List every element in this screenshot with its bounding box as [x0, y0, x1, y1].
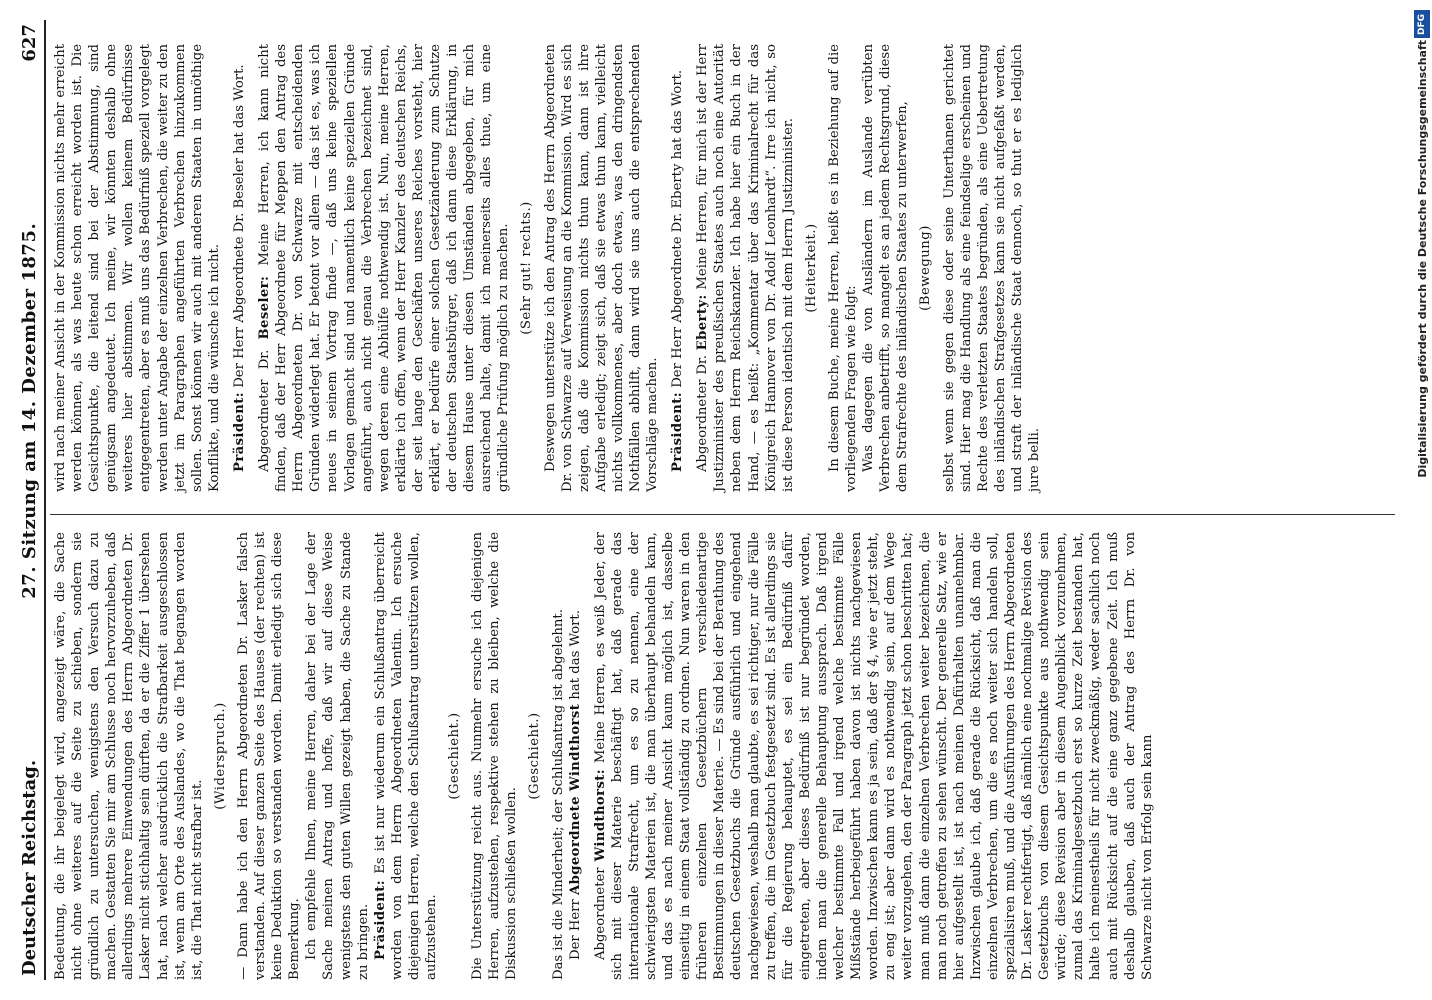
- text: Abgeordneter Dr.: [257, 349, 273, 472]
- header-session: 27. Sitzung am 14. Dezember 1875.: [19, 222, 40, 599]
- paragraph: Das ist die Minderheit; der Schlußantrag ist abgelehnt.: [550, 609, 566, 980]
- speech-text: Meine Herren, für mich ist der Herr Justizminister des preußischen Staates auch noch eine Autorität neben dem Herrn Reichskanzler. Ich habe hier ein Buch in der Hand, — es heißt: „Kommentar über das Kriminalrecht für das Königreich Hannover von Dr. Adolf Leonhardt“. Irre ich nicht, so ist diese Person identisch mit dem Herrn Justizminister.: [695, 44, 796, 492]
- speech-text: Meine Herren, es weiß Jeder, der sich mit dieser Materie beschäftigt hat, daß gerade das internationale Strafrecht, um es so zu nennen, eine der schwierigsten Materien ist, die man überhaupt behandeln kann, und das es nach meiner Ansicht kaum möglich ist, dasselbe einseitig in einem Staat vollständig zu ordnen. Nun waren in den früheren einzelnen Gesetzbüchern verschiedenartige Bestimmungen in dieser Materie. — Es sind bei der Berathung des deutschen Gesetzbuchs die Gründe ausführlich und eingehend nachgewiesen, weshalb man glaubte, es sei richtiger, nur die Fälle zu treffen, die im Gesetzbuch festgesetzt sind. Es ist allerdings sie für die Regierung behauptet, es sei ein Bedürfniß dafür eingetreten, aber dieses Bedürfniß ist nur begründet worden, indem man die generelle Behauptung aussprach. Daß irgend welcher bestimmte Fall und irgend welche bestimmte Fälle Mißstände herbeigeführt haben davon ist nichts nachgewiesen worden. Inzwischen kann es ja sein, daß der § 4, wie er jetzt steht, zu eng ist; aber dann wird es nothwendig sein, auf dem Wege weiter vorzugehen, den der Paragraph jetzt schon beschritten hat; man muß dann die einzelnen Verbrechen weiter bezeichnen, die man noch getroffen zu sehen wünscht. Der generelle Satz, wie er hier aufgestellt ist, ist nach meinen Dafürhalten unannehmbar. Inzwischen glaube ich, daß gerade die Rücksicht, daß man die einzelnen Verbrechen, um die es noch weiter sich handeln soll, spezialisiren muß, und die Ausführungen des Herrn Abgeordneten Dr. Lasker rechtfertigt, daß nämlich eine nochmalige Revision des Gesetzbuchs von diesem Gesichtspunkte aus nothwendig sein würde; diese Revision aber in diesem Augenblick vorzunehmen, zumal das Kriminalgesetzbuch erst so kurze Zeit bestanden hat, halte ich meinestheils für nicht zweckmäßig, weder sachlich noch auch mit Rücksicht auf die eine ganz gegebene Zeit. Ich muß deshalb glauben, daß auch der Antrag des Herrn Dr. von Schwarze nicht von Erfolg sein kann: [592, 532, 1155, 980]
- paragraph: [669, 44, 686, 492]
- paragraph: [372, 532, 440, 980]
- speech-text: Es ist nur wiederum ein Schlußantrag überreicht worden von dem Herrn Abgeordneten Valentin. Ich ersuche diejenigen Herren, welche den Schlußantrag unterstützen wollen, aufzustehen.: [372, 532, 439, 980]
- dfg-logo: DFG: [1414, 10, 1430, 38]
- speaker-label: Präsident:: [670, 391, 686, 472]
- text: Der Herr: [567, 899, 583, 960]
- text: hat das Wort.: [567, 610, 583, 700]
- funding-credit-strip: [1412, 0, 1432, 1000]
- paragraph: Die Unterstützung reicht aus. Nunmehr ersuche ich diejenigen Herren, aufzustehen, respektive stehen zu bleiben, welche die Diskussion schließen wollen.: [470, 532, 520, 980]
- interjection: (Geschieht.): [527, 712, 543, 800]
- speaker-label: Windthorst:: [592, 768, 608, 862]
- paragraph: Ich empfehle Ihnen, meine Herren, daher bei der Lage der Sache meinen Antrag und hoffe, daß wir auf diese Weise wenigstens den guten Willen gezeigt haben, die Sache zu Stande zu bringen.: [304, 532, 371, 980]
- right-column: [52, 44, 1043, 492]
- speaker-label: Beseler:: [257, 275, 273, 340]
- paragraph: [256, 44, 512, 492]
- paragraph: wird nach meiner Ansicht in der Kommission nichts mehr erreicht werden können, als was heute schon erreicht worden ist. Die Gesichtspunkte, die leitend sind bei der Abstimmung, sind genügsam angedeutet. Ich meine, wir könnten deshalb ohne weiteres hier abstimmen. Wir wollen keinem Bedürfnisse entgegentreten, aber es muß uns das Bedürfniß speziell vorgelegt werden unter Angabe der einzelnen Verbrechen, die weiter zu den jetzt im Paragraphen angeführten Verbrechen hinzukommen sollen. Sonst können wir auch mit anderen Staaten in unnöthige Konflikte, und die wünsche ich nicht.: [53, 44, 222, 492]
- paragraph: — Dann habe ich den Herrn Abgeordneten Dr. Lasker falsch verstanden. Auf dieser ganzen Seite des Hauses (der rechten) ist keine Deduktion so verstanden worden. Damit erledigt sich diese Bemerkung.: [235, 532, 303, 980]
- speech-text: Der Herr Abgeordnete Dr. Beseler hat das Wort.: [231, 64, 247, 388]
- text: Abgeordneter: [592, 867, 608, 960]
- column-divider: [50, 514, 1395, 515]
- header-publication: Deutscher Reichstag.: [19, 759, 40, 976]
- left-column: [52, 532, 1156, 980]
- funding-credit-text: Digitalisierung gefördert durch die Deutsche Forschungsgemeinschaft: [1416, 40, 1429, 478]
- speaker-label: Eberty:: [695, 294, 711, 351]
- speaker-label: Präsident:: [231, 391, 247, 472]
- paragraph: In diesem Buche, meine Herren, heißt es in Beziehung auf die vorliegenden Fragen wie folgt:: [826, 44, 860, 492]
- interjection: (Geschieht.): [447, 712, 463, 800]
- interjection: (Sehr gut! rechts.): [519, 201, 535, 335]
- interjection: (Bewegung): [918, 225, 934, 311]
- paragraph: [592, 532, 1156, 980]
- speaker-label: Abgeordnete Windthorst: [567, 703, 583, 895]
- header-page-number: 627: [19, 24, 40, 62]
- page-header: [8, 20, 46, 980]
- paragraph: Deswegen unterstütze ich den Antrag des Herrn Abgeordneten Dr. von Schwarze auf Verweisung an die Kommission. Wird es sich zeigen, daß die Kommission nichts thun kann, dann ist ihre Aufgabe erledigt; zeigt sich, daß sie etwas thun kann, vielleicht nichts vollkommenes, aber doch etwas, was den dringendsten Nothfällen abhilft, dann wird sie uns auch die entsprechenden Vorschläge machen.: [542, 44, 661, 492]
- quotation: selbst wenn sie gegen diese oder seine Unterthanen gerichtet sind. Hier mag die Handlung als eine feindselige erscheinen und Rechte des verletzten Staates begründen, als eine Uebertretung des inländischen Strafgesetzes kann sie nicht aufgefaßt werden, und straft der inländische Staat dennoch, so thut er es lediglich jure belli.: [941, 44, 1042, 492]
- quotation: Was dagegen die von Ausländern im Auslande verübten Verbrechen anbetrifft, so mangelt es an jedem Rechtsgrund, diese dem Strafrechte des inländischen Staates zu unterwerfen,: [861, 44, 911, 492]
- text: Abgeordneter Dr.: [695, 355, 711, 472]
- speech-text: Der Herr Abgeordnete Dr. Eberty hat das Wort.: [670, 69, 686, 388]
- interjection: (Heiterkeit.): [803, 223, 819, 313]
- paragraph: [231, 44, 248, 492]
- speech-text: Meine Herren, ich kann nicht finden, daß der Herr Abgeordnete für Meppen den Antrag des Herrn Abgeordneten Dr. von Schwarze mit entscheidenden Gründen widerlegt hat. Er betont vor allem — das ist es, was ich neues in seinem Vortrag finde —, daß uns keine speziellen Vorlagen gemacht sind und namentlich keine speziellen Gründe angeführt, auch nicht genau die Verbrechen bezeichnet sind, wegen deren eine Abhülfe nothwendig ist. Nun, meine Herren, erklärte ich offen, wenn der Herr Kanzler des deutschen Reichs, der seit lange den Geschäften unseres Reiches vorsteht, hier erklärt, er bedürfe einer solchen Gesetzänderung zum Schutze der deutschen Staatsbürger, daß ich dann diese Erklärung, in diesem Hause unter diesen Umständen abgegeben, für mich ausreichend halte, damit ich meinerseits alles thue, um eine gründliche Prüfung möglich zu machen.: [257, 44, 512, 492]
- paragraph: Bedeutung, die ihr beigelegt wird, angezeigt wäre, die Sache nicht ohne weiteres auf die Seite zu schieben, sondern sie gründlich zu untersuchen, wenigstens den Versuch dazu zu machen. Gestatten Sie mir am Schlusse noch hervorzuheben, daß allerdings mehrere Einwendungen des Herrn Abgeordneten Dr. Lasker nicht stichhaltig sein dürften, da er die Ziffer 1 übersehen hat, nach welcher ausdrücklich die Strafbarkeit ausgeschlossen ist, wenn am Orte des Auslandes, wo die That begangen worden ist, die That nicht strafbar ist.: [53, 532, 205, 980]
- paragraph: [567, 532, 584, 980]
- speaker-label: Präsident:: [372, 879, 388, 960]
- paragraph: [694, 44, 797, 492]
- interjection: (Widerspruch.): [212, 702, 228, 810]
